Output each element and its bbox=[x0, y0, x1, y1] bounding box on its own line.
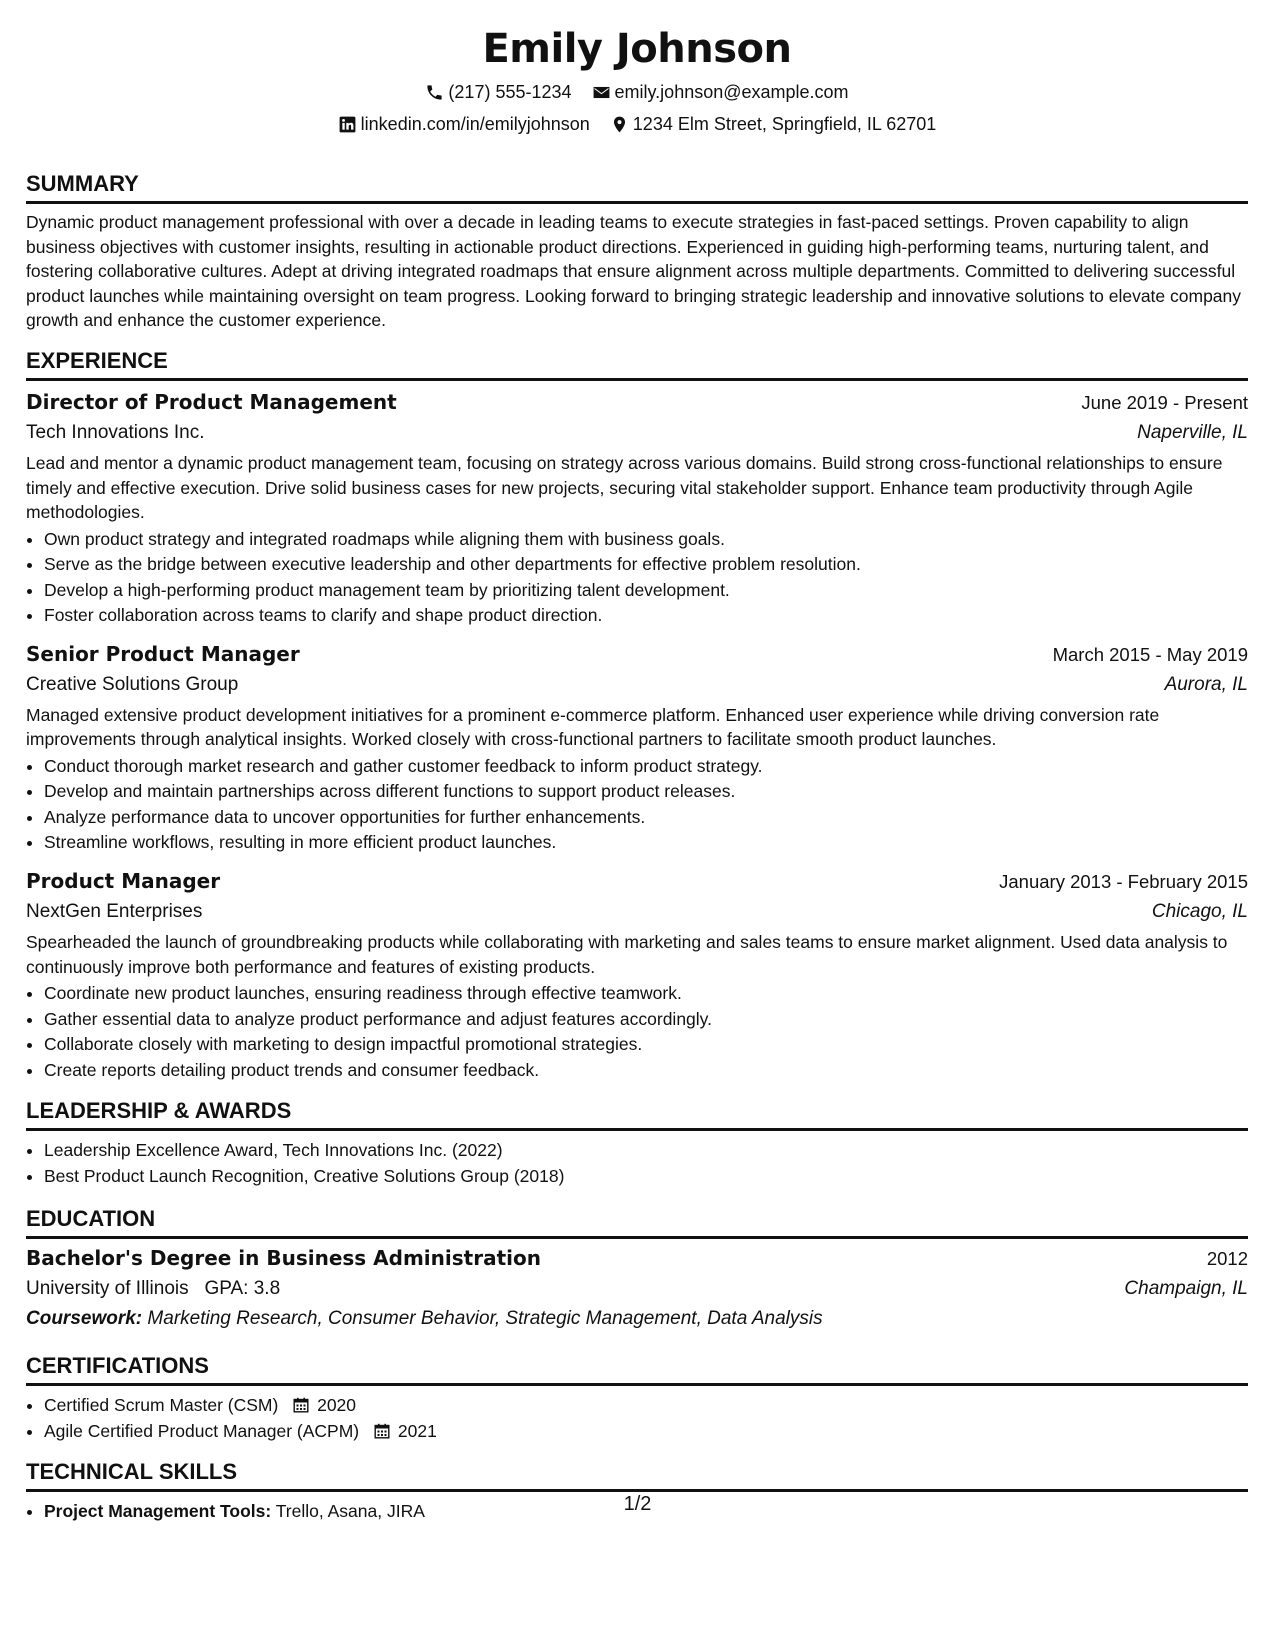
list-item bbox=[44, 1393, 1248, 1419]
skill-label: Project Management Tools: bbox=[44, 1501, 272, 1522]
certification-year: 2020 bbox=[317, 1395, 357, 1416]
list-item: • Leadership Excellence Award, Tech Innovations Inc. (2022) bbox=[44, 1138, 1248, 1164]
list-item: • Foster collaboration across teams to clarify and shape product direction. bbox=[44, 603, 1248, 629]
contact-address bbox=[610, 112, 937, 136]
job-entry bbox=[26, 866, 1248, 1083]
skill-value: Trello, Asana, JIRA bbox=[275, 1501, 425, 1522]
page-number: 1/2 bbox=[623, 1493, 652, 1515]
degree-title: Bachelor's Degree in Business Administration bbox=[26, 1246, 541, 1271]
contact-row-2 bbox=[26, 112, 1248, 136]
list-item: • Own product strategy and integrated roadmaps while aligning them with business goals. bbox=[44, 527, 1248, 553]
contact-email[interactable] bbox=[592, 80, 849, 104]
list-item: • Create reports detailing product trends and consumer feedback. bbox=[44, 1058, 1248, 1084]
school-location: Champaign, IL bbox=[1124, 1278, 1248, 1300]
coursework bbox=[26, 1304, 1248, 1334]
summary-section bbox=[26, 170, 1248, 333]
job-title: Director of Product Management bbox=[26, 389, 397, 414]
job-entry bbox=[26, 639, 1248, 856]
job-company: Creative Solutions Group bbox=[26, 673, 239, 695]
certifications-list bbox=[26, 1393, 1248, 1444]
contact-row-1 bbox=[26, 80, 1248, 104]
job-entry bbox=[26, 387, 1248, 629]
list-item: • Conduct thorough market research and gather customer feedback to inform product strategy. bbox=[44, 754, 1248, 780]
list-item: • Best Product Launch Recognition, Creative Solutions Group (2018) bbox=[44, 1164, 1248, 1190]
school-name: University of Illinois bbox=[26, 1278, 189, 1300]
job-description: Spearheaded the launch of groundbreaking products while collaborating with marketing and sales teams to ensure market alignment. Used data analysis to continuously improve both performance and features of existing products. bbox=[26, 931, 1228, 977]
education-section bbox=[26, 1205, 1248, 1334]
certification-year: 2021 bbox=[397, 1420, 437, 1441]
coursework-label: Coursework: bbox=[26, 1308, 143, 1330]
list-item: • Coordinate new product launches, ensuring readiness through effective teamwork. bbox=[44, 981, 1248, 1007]
certification-name: Certified Scrum Master (CSM) bbox=[44, 1395, 279, 1416]
job-dates: June 2019 - Present bbox=[1081, 391, 1248, 413]
list-item: • Serve as the bridge between executive leadership and other departments for effective problem resolution. bbox=[44, 552, 1248, 578]
job-title: Product Manager bbox=[26, 868, 221, 893]
linkedin-text[interactable]: linkedin.com/in/emilyjohnson bbox=[360, 114, 590, 134]
job-location: Naperville, IL bbox=[1137, 421, 1248, 443]
list-item: • Collaborate closely with marketing to design impactful promotional strategies. bbox=[44, 1032, 1248, 1058]
job-bullets bbox=[26, 981, 1248, 1083]
candidate-name: Emily Johnson bbox=[482, 26, 792, 72]
gpa: GPA: 3.8 bbox=[204, 1278, 281, 1300]
awards-list bbox=[26, 1138, 1248, 1189]
email-text[interactable]: emily.johnson@example.com bbox=[614, 82, 849, 102]
job-dates: January 2013 - February 2015 bbox=[999, 870, 1248, 892]
contact-phone bbox=[425, 80, 571, 104]
experience-heading: EXPERIENCE bbox=[26, 347, 1248, 381]
job-description: Lead and mentor a dynamic product management team, focusing on strategy across various domains. Build strong cross-functional relationships to ensure timely and effective execution. Drive solid business cases for new projects, securing vital stakeholder support. Enhance team productivity through Agile methodologies. bbox=[26, 452, 1223, 523]
contact-linkedin[interactable] bbox=[338, 112, 590, 136]
calendar-icon bbox=[374, 1423, 390, 1439]
certifications-heading: CERTIFICATIONS bbox=[26, 1352, 1248, 1386]
envelope-icon bbox=[592, 83, 611, 102]
list-item: • Develop a high-performing product management team by prioritizing talent development. bbox=[44, 578, 1248, 604]
calendar-icon bbox=[293, 1397, 309, 1413]
awards-heading: LEADERSHIP & AWARDS bbox=[26, 1097, 1248, 1131]
list-item: • Analyze performance data to uncover opportunities for further enhancements. bbox=[44, 805, 1248, 831]
coursework-text: Marketing Research, Consumer Behavior, Strategic Management, Data Analysis bbox=[147, 1308, 823, 1330]
graduation-year: 2012 bbox=[1206, 1248, 1248, 1270]
summary-heading: SUMMARY bbox=[26, 170, 1248, 204]
phone-text: (217) 555-1234 bbox=[448, 82, 572, 102]
list-item: • Develop and maintain partnerships across different functions to support product releases. bbox=[44, 779, 1248, 805]
job-company: NextGen Enterprises bbox=[26, 900, 203, 922]
phone-icon bbox=[425, 83, 444, 102]
job-dates: March 2015 - May 2019 bbox=[1052, 643, 1248, 665]
job-bullets bbox=[26, 527, 1248, 629]
experience-section bbox=[26, 347, 1248, 1083]
certification-name: Agile Certified Product Manager (ACPM) bbox=[44, 1420, 360, 1441]
map-pin-icon bbox=[610, 115, 629, 134]
list-item: • Streamline workflows, resulting in more efficient product launches. bbox=[44, 830, 1248, 856]
awards-section bbox=[26, 1097, 1248, 1189]
summary-text: Dynamic product management professional with over a decade in leading teams to execute strategies in fast-paced settings. Proven capability to align business objectives with customer insights, resulting in actionable product directions. Experienced in guiding high-performing teams, nurturing talent, and fostering collaborative cultures. Adept at driving integrated roadmaps that ensure alignment across multiple departments. Committed to delivering successful product launches while maintaining oversight on team progress. Looking forward to bringing strategic leadership and innovative solutions to elevate company growth and enhance the customer experience. bbox=[26, 212, 1242, 331]
job-location: Aurora, IL bbox=[1164, 673, 1248, 695]
job-description: Managed extensive product development initiatives for a prominent e-commerce platform. Enhanced user experience while driving conversion rate improvements through analytical insights. Worked closely with cross-functional partners to facilitate smooth product launches. bbox=[26, 704, 1160, 750]
linkedin-icon bbox=[338, 115, 357, 134]
job-company: Tech Innovations Inc. bbox=[26, 421, 205, 443]
job-location: Chicago, IL bbox=[1151, 900, 1248, 922]
job-title: Senior Product Manager bbox=[26, 641, 300, 666]
list-item: • Gather essential data to analyze product performance and adjust features accordingly. bbox=[44, 1007, 1248, 1033]
job-bullets bbox=[26, 754, 1248, 856]
certifications-section bbox=[26, 1352, 1248, 1444]
list-item bbox=[44, 1419, 1248, 1445]
skills-heading: TECHNICAL SKILLS bbox=[26, 1458, 1248, 1492]
address-text: 1234 Elm Street, Springfield, IL 62701 bbox=[632, 114, 937, 134]
education-heading: EDUCATION bbox=[26, 1205, 1248, 1239]
